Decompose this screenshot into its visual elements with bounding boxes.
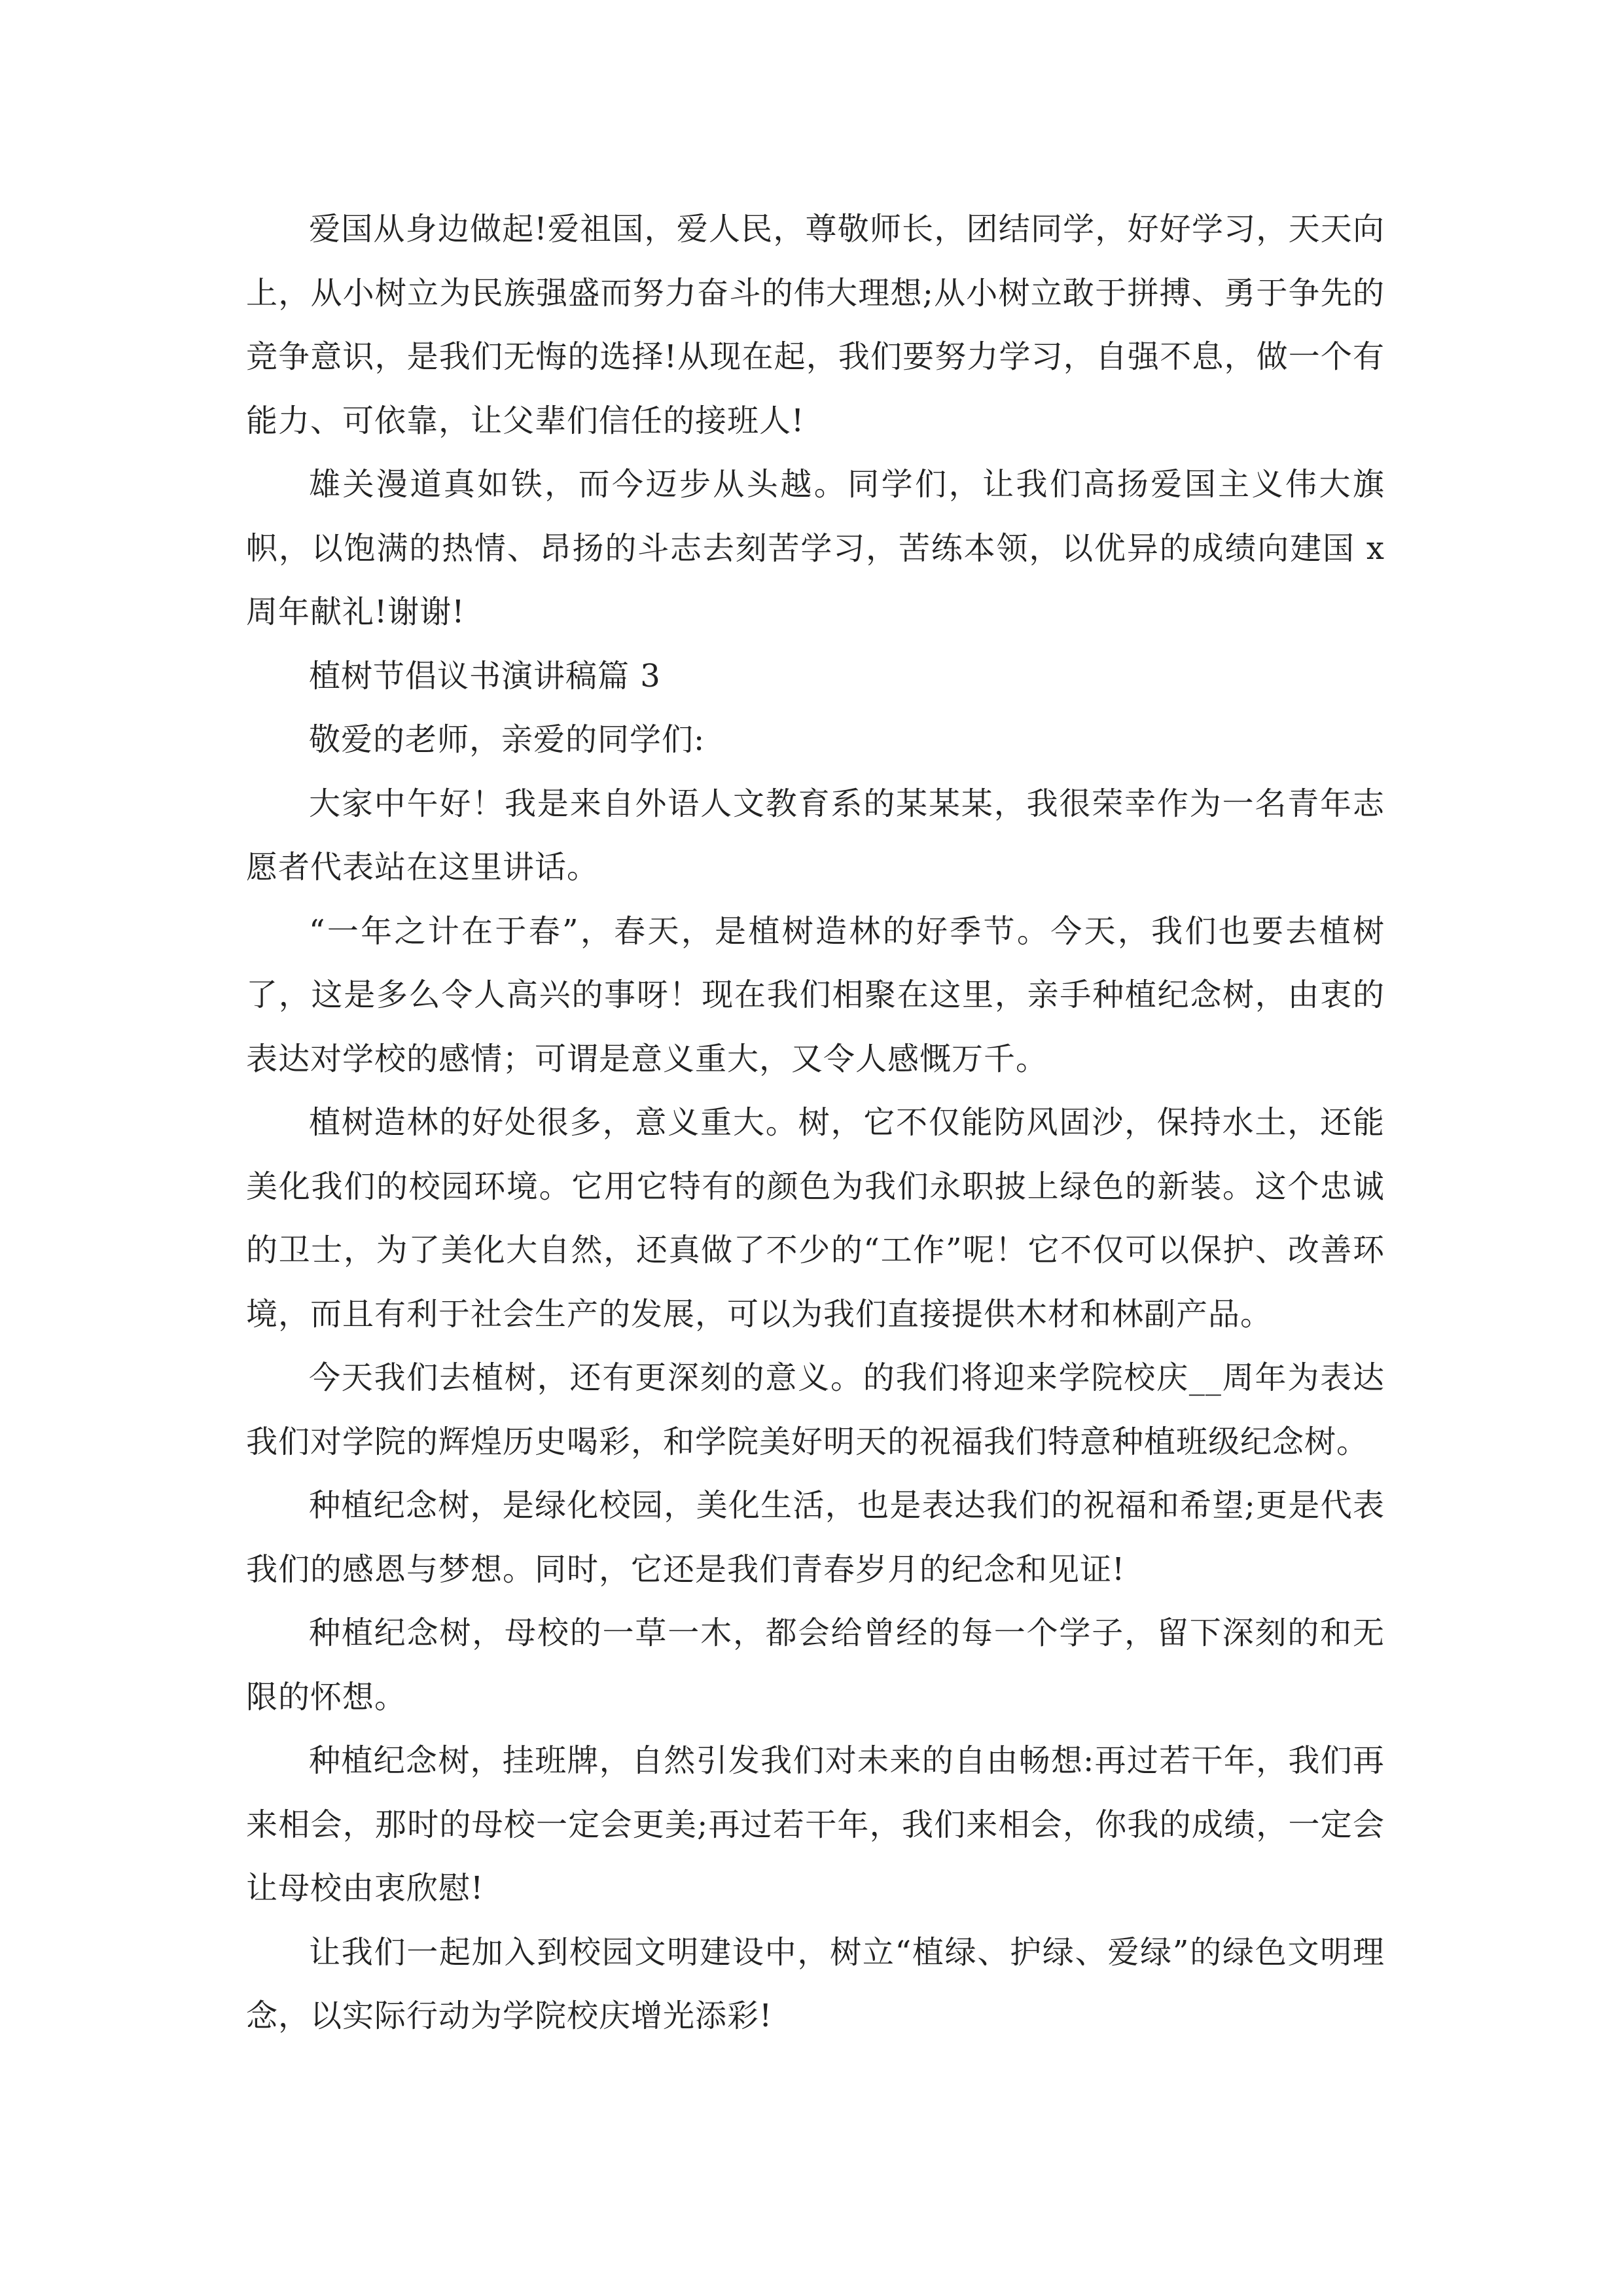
paragraph-patriotism: 爱国从身边做起!爱祖国，爱人民，尊敬师长，团结同学，好好学习，天天向上，从小树立为民族强盛而努力奋斗的伟大理想;从小树立敢于拼搏、勇于争先的竞争意识，是我们无悔的选择!从现在起，我们要努力学习，自强不息，做一个有能力、可依靠，让父辈们信任的接班人! [246, 211, 1385, 439]
salutation: 敬爱的老师，亲爱的同学们: [309, 721, 705, 758]
paragraph-anniversary: 今天我们去植树，还有更深刻的意义。的我们将迎来学院校庆__周年为表达我们对学院的辉煌历史喝彩，和学院美好明天的祝福我们特意种植班级纪念树。 [246, 1359, 1385, 1460]
paragraph-benefits: 植树造林的好处很多，意义重大。树，它不仅能防风固沙，保持水土，还能美化我们的校园环境。它用它特有的颜色为我们永职披上绿色的新装。这个忠诚的卫士，为了美化大自然，还真做了不少的“工作”呢！它不仅可以保护、改善环境，而且有利于社会生产的发展，可以为我们直接提供木材和林副产品。 [246, 1104, 1385, 1333]
paragraph-memorial-tree-2: 种植纪念树，母校的一草一木，都会给曾经的每一个学子，留下深刻的和无限的怀想。 [246, 1615, 1385, 1715]
document-body [246, 198, 1385, 2049]
paragraph-closing-remarks: 雄关漫道真如铁，而今迈步从头越。同学们，让我们高扬爱国主义伟大旗帜，以饱满的热情、昂扬的斗志去刻苦学习，苦练本领，以优异的成绩向建国 x 周年献礼!谢谢! [246, 466, 1385, 630]
paragraph-call-to-action: 让我们一起加入到校园文明建设中，树立“植绿、护绿、爱绿”的绿色文明理念，以实际行动为学院校庆增光添彩! [246, 1933, 1385, 2034]
paragraph-spring: “一年之计在于春”，春天，是植树造林的好季节。今天，我们也要去植树了，这是多么令人高兴的事呀！现在我们相聚在这里，亲手种植纪念树，由衷的表达对学校的感情；可谓是意义重大，又令人感慨万千。 [246, 912, 1385, 1077]
paragraph-memorial-tree-1: 种植纪念树，是绿化校园，美化生活，也是表达我们的祝福和希望;更是代表我们的感恩与梦想。同时，它还是我们青春岁月的纪念和见证! [246, 1487, 1385, 1588]
section-title: 植树节倡议书演讲稿篇 3 [309, 657, 661, 694]
paragraph-memorial-tree-3: 种植纪念树，挂班牌，自然引发我们对未来的自由畅想:再过若干年，我们再来相会，那时的母校一定会更美;再过若干年，我们来相会，你我的成绩，一定会让母校由衷欣慰! [246, 1742, 1385, 1907]
paragraph-greeting: 大家中午好！我是来自外语人文教育系的某某某，我很荣幸作为一名青年志愿者代表站在这里讲话。 [246, 785, 1385, 886]
